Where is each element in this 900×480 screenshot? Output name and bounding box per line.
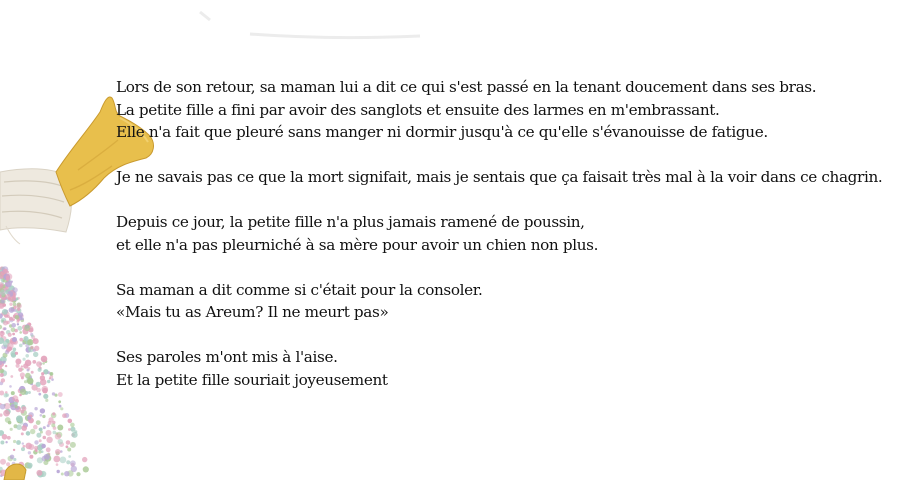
dress-flower-dot <box>50 372 54 376</box>
dress-flower-dot <box>47 380 50 383</box>
dress-flower-dot <box>43 436 47 440</box>
dress-flower-dot <box>36 433 41 438</box>
dress-flower-dot <box>70 427 75 432</box>
flowered-dress-pattern <box>0 266 89 478</box>
dress-flower-dot <box>31 334 34 337</box>
dress-flower-dot <box>56 463 59 466</box>
pencil-sketch-mark <box>200 12 420 38</box>
story-line: Lors de son retour, sa maman lui a dit ce qui s'est passé en la tenant doucement dans ses bras. <box>116 78 817 96</box>
dress-flower-dot <box>18 368 22 372</box>
paragraph-return <box>116 76 886 144</box>
dress-flower-dot <box>28 367 31 370</box>
dress-flower-dot <box>36 361 42 367</box>
dress-flower-dot <box>22 342 25 345</box>
dress-flower-dot <box>13 449 15 451</box>
dress-flower-dot <box>21 432 24 435</box>
dress-flower-dot <box>0 331 5 336</box>
dress-flower-dot <box>28 444 34 450</box>
dress-flower-dot <box>51 378 54 381</box>
dress-flower-dot <box>33 352 38 357</box>
dress-flower-dot <box>41 444 46 449</box>
dress-flower-dot <box>10 375 13 378</box>
dress-flower-dot <box>33 338 39 344</box>
dress-flower-dot <box>49 377 51 379</box>
dress-flower-dot <box>5 441 7 443</box>
dress-flower-dot <box>36 470 42 476</box>
dress-flower-dot <box>76 472 80 476</box>
dress-flower-dot <box>11 323 16 328</box>
dress-flower-dot <box>38 368 42 372</box>
dress-flower-dot <box>42 415 45 418</box>
dress-flower-dot <box>6 462 10 466</box>
dress-flower-dot <box>3 410 10 417</box>
dress-flower-dot <box>23 336 28 341</box>
dress-flower-dot <box>70 423 75 428</box>
dress-flower-dot <box>2 309 8 315</box>
dress-flower-dot <box>24 380 27 383</box>
dress-flower-dot <box>27 378 34 385</box>
dress-flower-dot <box>16 440 21 445</box>
dress-flower-dot <box>68 419 73 424</box>
story-line: «Mais tu as Areum? Il ne meurt pas» <box>116 303 389 321</box>
dress-flower-dot <box>42 388 48 394</box>
dress-flower-dot <box>5 417 11 423</box>
yellow-shoe-tip <box>4 464 26 480</box>
story-line: Ses paroles m'ont mis à l'aise. <box>116 348 338 366</box>
dress-flower-dot <box>11 328 16 333</box>
dress-flower-dot <box>34 446 38 450</box>
story-line: La petite fille a fini par avoir des sanglots et ensuite des larmes en m'embrassant. <box>116 100 720 119</box>
dress-flower-dot <box>0 290 6 296</box>
dress-flower-dot <box>5 365 7 367</box>
dress-flower-dot <box>3 321 8 326</box>
dress-flower-dot <box>83 466 89 472</box>
dress-flower-dot <box>4 327 7 330</box>
dress-flower-dot <box>7 436 11 440</box>
story-text <box>116 76 886 391</box>
dress-flower-dot <box>21 317 24 320</box>
dress-flower-dot <box>11 281 13 283</box>
paragraph-ending <box>116 346 886 391</box>
dress-flower-dot <box>58 392 63 397</box>
dress-flower-dot <box>40 414 43 417</box>
dress-flower-dot <box>34 407 37 410</box>
dress-flower-dot <box>10 455 15 460</box>
paragraph-mother <box>116 279 886 324</box>
dress-flower-dot <box>20 372 25 377</box>
dress-flower-dot <box>58 439 63 444</box>
dress-flower-dot <box>20 421 24 425</box>
dress-flower-dot <box>0 441 4 445</box>
dress-flower-dot <box>68 428 71 431</box>
dress-flower-dot <box>72 432 78 438</box>
dress-flower-dot <box>39 439 42 442</box>
dress-flower-dot <box>59 405 62 408</box>
dress-flower-dot <box>62 413 67 418</box>
dress-flower-dot <box>27 416 31 420</box>
dress-flower-dot <box>40 408 45 413</box>
story-line: Sa maman a dit comme si c'était pour la consoler. <box>116 280 483 299</box>
dress-flower-dot <box>21 425 27 431</box>
dress-flower-dot <box>16 424 22 430</box>
dress-flower-dot <box>56 432 59 435</box>
dress-flower-dot <box>30 429 35 434</box>
dress-flower-dot <box>30 346 34 350</box>
dress-flower-dot <box>0 413 3 416</box>
dress-flower-dot <box>49 417 54 422</box>
dress-flower-dot <box>23 445 26 448</box>
dress-flower-dot <box>82 457 87 462</box>
dress-flower-dot <box>22 442 24 444</box>
paragraph-since <box>116 211 886 256</box>
dress-flower-dot <box>43 426 46 429</box>
dress-flower-dot <box>53 456 60 463</box>
dress-flower-dot <box>70 442 76 448</box>
dress-flower-dot <box>12 287 18 293</box>
dress-flower-dot <box>9 303 12 306</box>
dress-flower-dot <box>60 457 67 464</box>
dress-flower-dot <box>3 393 7 397</box>
dress-flower-dot <box>38 393 41 396</box>
dress-flower-dot <box>60 407 63 410</box>
dress-flower-dot <box>39 428 43 432</box>
dress-flower-dot <box>25 360 32 367</box>
dress-flower-dot <box>34 440 38 444</box>
dress-flower-dot <box>12 348 16 352</box>
dress-flower-dot <box>6 278 9 281</box>
dress-flower-dot <box>16 303 21 308</box>
dress-flower-dot <box>46 447 51 452</box>
story-line: Et la petite fille souriait joyeusement <box>116 370 388 389</box>
dress-flower-dot <box>28 451 31 454</box>
dress-flower-dot <box>31 371 34 374</box>
dress-flower-dot <box>17 323 19 325</box>
dress-flower-dot <box>52 392 55 395</box>
dress-flower-dot <box>42 362 45 365</box>
dress-flower-dot <box>41 450 44 453</box>
dress-flower-dot <box>8 333 12 337</box>
dress-flower-dot <box>20 410 24 414</box>
dress-flower-dot <box>3 269 8 274</box>
dress-flower-dot <box>0 459 6 465</box>
dress-flower-dot <box>19 344 23 348</box>
dress-flower-dot <box>2 434 8 440</box>
dress-flower-dot <box>12 337 17 342</box>
dress-flower-dot <box>61 473 64 476</box>
dress-flower-dot <box>36 420 41 425</box>
dress-flower-dot <box>66 445 69 448</box>
dress-flower-dot <box>23 358 26 361</box>
paragraph-death <box>116 166 886 189</box>
dress-flower-dot <box>21 365 23 367</box>
dress-flower-dot <box>46 437 52 443</box>
dress-flower-dot <box>15 315 20 320</box>
dress-flower-dot <box>11 391 15 395</box>
dress-flower-dot <box>40 375 45 380</box>
dress-flower-dot <box>19 338 23 342</box>
dress-flower-dot <box>34 346 39 351</box>
dress-flower-dot <box>45 399 48 402</box>
dress-flower-dot <box>41 356 48 363</box>
dress-flower-dot <box>57 470 60 473</box>
dress-flower-dot <box>16 364 20 368</box>
dress-flower-dot <box>0 325 2 329</box>
dress-flower-dot <box>15 352 18 355</box>
dress-flower-dot <box>33 425 38 430</box>
dress-flower-dot <box>5 294 10 299</box>
dress-flower-dot <box>46 430 52 436</box>
dress-flower-dot <box>41 372 44 375</box>
dress-flower-dot <box>1 378 5 382</box>
dress-flower-dot <box>52 412 55 415</box>
dress-flower-dot <box>9 317 13 321</box>
dress-flower-dot <box>68 455 71 458</box>
dress-flower-dot <box>64 471 69 476</box>
dress-flower-dot <box>12 333 15 336</box>
dress-flower-dot <box>19 394 22 397</box>
dress-flower-dot <box>58 400 61 403</box>
dress-flower-dot <box>57 425 63 431</box>
dress-flower-dot <box>36 382 41 387</box>
dress-flower-dot <box>9 385 12 388</box>
dress-flower-dot <box>13 440 16 443</box>
dress-flower-dot <box>67 448 71 452</box>
story-line: Je ne savais pas ce que la mort signifait, mais je sentais que ça faisait très mal à la voir dans ce chagrin. <box>116 168 883 186</box>
story-line: Elle n'a fait que pleuré sans manger ni dormir jusqu'à ce qu'elle s'évanouisse de fatigue. <box>116 123 768 141</box>
dress-flower-dot <box>10 428 13 431</box>
dress-flower-dot <box>15 405 18 408</box>
dress-flower-dot <box>21 447 25 451</box>
dress-flower-dot <box>19 331 22 334</box>
dress-flower-dot <box>25 354 29 358</box>
dress-flower-dot <box>24 325 30 331</box>
story-line: et elle n'a pas pleurniché à sa mère pour avoir un chien non plus. <box>116 235 599 254</box>
story-line: Depuis ce jour, la petite fille n'a plus jamais ramené de poussin, <box>116 213 585 231</box>
dress-flower-dot <box>7 346 12 351</box>
dress-flower-dot <box>27 463 32 468</box>
dress-flower-dot <box>66 460 70 464</box>
dress-flower-dot <box>13 297 16 300</box>
dress-flower-dot <box>15 359 21 365</box>
dress-flower-dot <box>25 373 31 379</box>
dress-flower-dot <box>12 395 18 401</box>
dress-flower-dot <box>32 360 36 364</box>
dress-flower-dot <box>29 455 33 459</box>
dress-flower-dot <box>26 431 31 436</box>
dress-flower-dot <box>51 423 55 427</box>
dress-flower-dot <box>3 361 6 364</box>
dress-flower-dot <box>17 326 22 331</box>
dress-flower-dot <box>2 303 6 307</box>
dress-flower-dot <box>66 440 71 445</box>
dress-flower-dot <box>9 307 15 313</box>
dress-flower-dot <box>45 459 47 461</box>
dress-flower-dot <box>43 394 48 399</box>
dress-flower-dot <box>70 460 76 466</box>
dress-flower-dot <box>55 449 61 455</box>
dress-flower-dot <box>28 391 31 394</box>
